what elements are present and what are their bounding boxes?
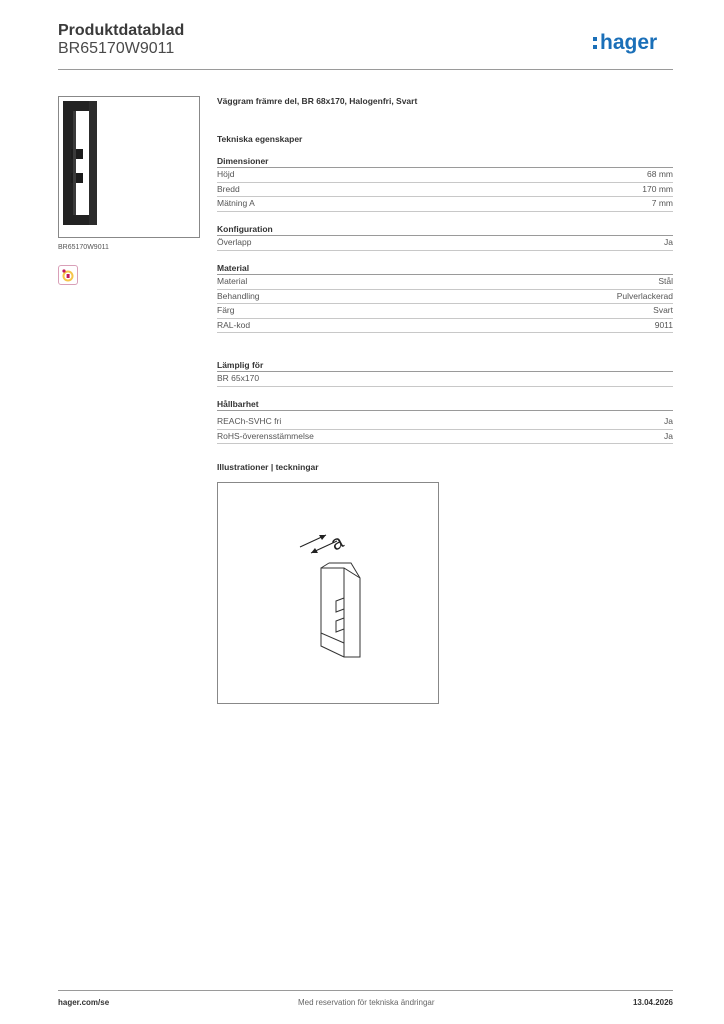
spec-label: Överlapp <box>217 237 252 247</box>
spec-group-title: Material <box>217 262 673 275</box>
spec-label: REACh-SVHC fri <box>217 416 282 426</box>
footer-disclaimer: Med reservation för tekniska ändringar <box>298 998 435 1007</box>
spec-row <box>217 236 673 251</box>
product-photo-caption: BR65170W9011 <box>58 244 109 251</box>
spec-group-dimensions <box>217 155 673 212</box>
page-title: Produktdatablad <box>58 22 185 39</box>
spec-label: Mätning A <box>217 198 255 209</box>
spec-value: Svart <box>653 305 673 316</box>
spec-group-material <box>217 262 673 333</box>
spec-row <box>217 197 673 212</box>
spec-label: Höjd <box>217 169 235 179</box>
footer-website-link[interactable]: hager.com/se <box>58 998 110 1007</box>
footer-date: 13.04.2026 <box>632 998 673 1007</box>
spec-group-configuration <box>217 223 673 251</box>
product-description: Väggram främre del, BR 68x170, Halogenfri, Svart <box>217 96 418 106</box>
spec-row <box>217 430 673 445</box>
spec-group-title: Hållbarhet <box>217 398 673 411</box>
product-code: BR65170W9011 <box>58 40 175 57</box>
svg-text:hager: hager <box>600 31 658 54</box>
product-photo <box>58 96 200 238</box>
spec-row <box>217 168 673 183</box>
dimension-a-label: a <box>327 530 348 556</box>
spec-value: Pulverlackerad <box>616 290 673 301</box>
spec-value: Ja <box>664 430 673 441</box>
header-divider <box>58 69 673 70</box>
spec-value: Stål <box>658 276 673 286</box>
spec-group-title: Lämplig för <box>217 359 673 372</box>
spec-row <box>217 183 673 198</box>
eco-label-icon <box>58 265 78 285</box>
spec-label: BR 65x170 <box>217 373 260 383</box>
spec-label: Färg <box>217 305 235 316</box>
spec-group-title: Dimensioner <box>217 155 673 168</box>
technical-properties-heading: Tekniska egenskaper <box>217 134 303 144</box>
spec-row <box>217 304 673 319</box>
spec-value: Ja <box>664 237 673 247</box>
illustrations-heading: Illustrationer | teckningar <box>217 462 319 472</box>
spec-row <box>217 275 673 290</box>
spec-label: Bredd <box>217 183 240 194</box>
footer-divider <box>58 990 673 991</box>
spec-row <box>217 319 673 334</box>
technical-drawing <box>217 482 439 704</box>
spec-group-suitable-for <box>217 359 673 387</box>
spec-label: Behandling <box>217 290 260 301</box>
spec-value: 9011 <box>654 319 673 330</box>
spec-group-sustainability <box>217 398 673 444</box>
spec-label: RoHS-överensstämmelse <box>217 430 314 441</box>
spec-group-title: Konfiguration <box>217 223 673 236</box>
spec-row <box>217 372 673 387</box>
spec-row <box>217 415 673 430</box>
spec-label: Material <box>217 276 248 286</box>
spec-row <box>217 290 673 305</box>
spec-value: 7 mm <box>651 198 673 209</box>
spec-value: 170 mm <box>642 183 673 194</box>
spec-value: 68 mm <box>647 169 673 179</box>
hager-logo <box>592 28 674 56</box>
spec-value: Ja <box>664 416 673 426</box>
spec-label: RAL-kod <box>217 319 251 330</box>
